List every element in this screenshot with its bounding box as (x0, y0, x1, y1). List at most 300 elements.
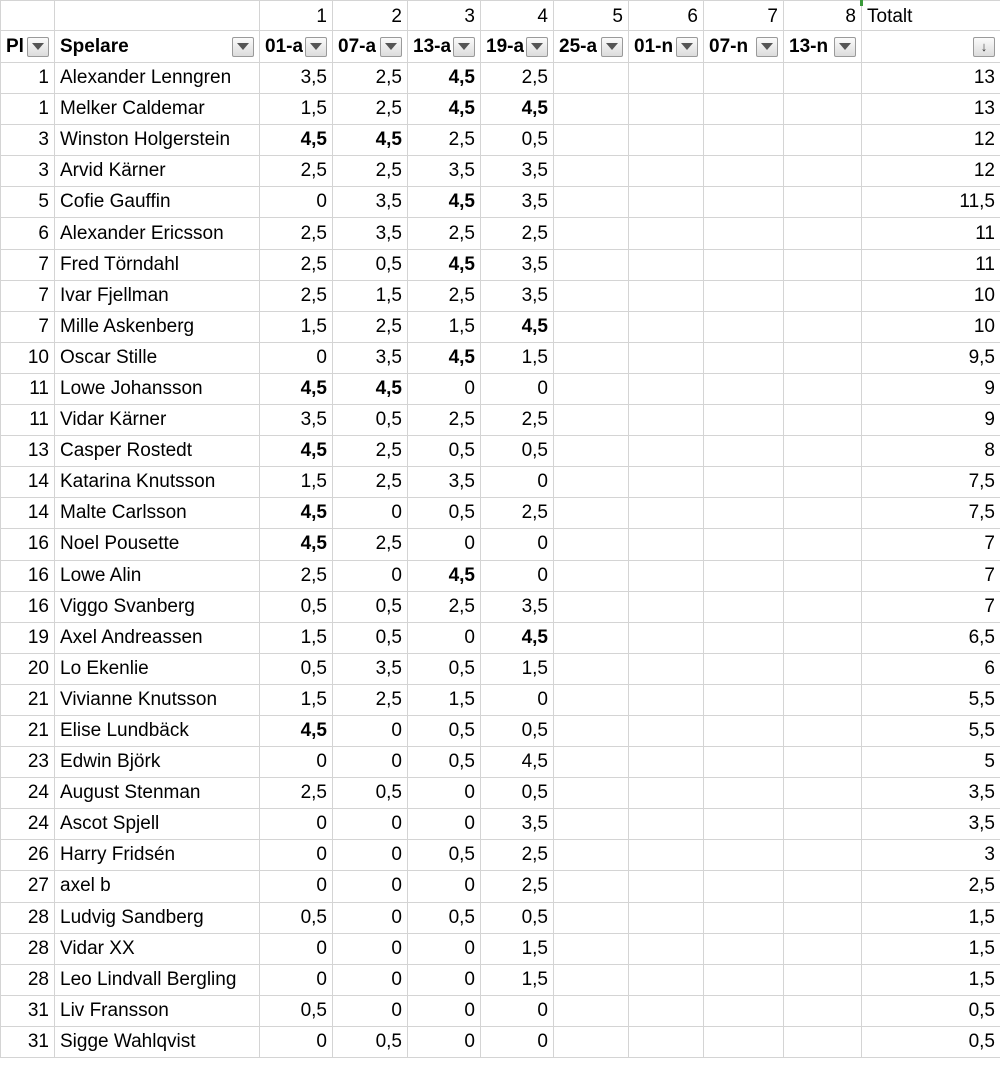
score-cell[interactable]: 4,5 (333, 373, 408, 404)
empty-score-cell[interactable] (629, 498, 704, 529)
total-cell[interactable]: 6,5 (862, 622, 1000, 653)
total-cell[interactable]: 10 (862, 311, 1000, 342)
total-cell[interactable]: 7,5 (862, 498, 1000, 529)
total-cell[interactable]: 3,5 (862, 809, 1000, 840)
empty-score-cell[interactable] (629, 591, 704, 622)
score-cell[interactable]: 4,5 (481, 622, 554, 653)
empty-score-cell[interactable] (629, 436, 704, 467)
score-cell[interactable]: 0 (260, 1026, 333, 1057)
score-cell[interactable]: 1,5 (260, 94, 333, 125)
score-cell[interactable]: 0 (333, 964, 408, 995)
empty-score-cell[interactable] (704, 715, 784, 746)
score-cell[interactable]: 0 (333, 747, 408, 778)
empty-score-cell[interactable] (704, 311, 784, 342)
player-name-cell[interactable]: Lowe Johansson (55, 373, 260, 404)
score-cell[interactable]: 0 (260, 809, 333, 840)
placement-cell[interactable]: 1 (1, 63, 55, 94)
score-cell[interactable]: 4,5 (408, 187, 481, 218)
score-cell[interactable]: 2,5 (481, 405, 554, 436)
placement-cell[interactable]: 10 (1, 342, 55, 373)
score-cell[interactable]: 2,5 (408, 405, 481, 436)
empty-score-cell[interactable] (554, 840, 629, 871)
score-cell[interactable]: 4,5 (260, 715, 333, 746)
total-cell[interactable]: 9 (862, 373, 1000, 404)
placement-cell[interactable]: 7 (1, 311, 55, 342)
score-cell[interactable]: 2,5 (481, 498, 554, 529)
score-cell[interactable]: 2,5 (260, 156, 333, 187)
empty-score-cell[interactable] (629, 187, 704, 218)
placement-cell[interactable]: 24 (1, 778, 55, 809)
player-name-cell[interactable]: August Stenman (55, 778, 260, 809)
player-name-cell[interactable]: Arvid Kärner (55, 156, 260, 187)
score-cell[interactable]: 1,5 (260, 622, 333, 653)
empty-score-cell[interactable] (704, 249, 784, 280)
placement-cell[interactable]: 11 (1, 373, 55, 404)
total-cell[interactable]: 12 (862, 156, 1000, 187)
score-cell[interactable]: 3,5 (481, 156, 554, 187)
empty-score-cell[interactable] (554, 529, 629, 560)
score-cell[interactable]: 0 (333, 871, 408, 902)
player-name-cell[interactable]: Vidar Kärner (55, 405, 260, 436)
empty-score-cell[interactable] (704, 436, 784, 467)
score-cell[interactable]: 2,5 (260, 218, 333, 249)
score-cell[interactable]: 4,5 (260, 436, 333, 467)
score-cell[interactable]: 0 (408, 1026, 481, 1057)
filter-dropdown-button[interactable] (27, 37, 49, 57)
player-name-cell[interactable]: Viggo Svanberg (55, 591, 260, 622)
placement-cell[interactable]: 20 (1, 653, 55, 684)
score-cell[interactable]: 0,5 (260, 591, 333, 622)
score-cell[interactable]: 2,5 (333, 63, 408, 94)
placement-cell[interactable]: 3 (1, 125, 55, 156)
empty-score-cell[interactable] (704, 653, 784, 684)
empty-score-cell[interactable] (554, 964, 629, 995)
score-cell[interactable]: 2,5 (481, 63, 554, 94)
score-cell[interactable]: 0 (408, 529, 481, 560)
empty-score-cell[interactable] (704, 964, 784, 995)
empty-score-cell[interactable] (784, 747, 862, 778)
score-cell[interactable]: 2,5 (260, 778, 333, 809)
empty-score-cell[interactable] (704, 840, 784, 871)
empty-score-cell[interactable] (554, 467, 629, 498)
total-cell[interactable]: 7,5 (862, 467, 1000, 498)
empty-score-cell[interactable] (554, 249, 629, 280)
empty-score-cell[interactable] (784, 467, 862, 498)
placement-cell[interactable]: 7 (1, 280, 55, 311)
placement-cell[interactable]: 24 (1, 809, 55, 840)
total-cell[interactable]: 1,5 (862, 964, 1000, 995)
score-cell[interactable]: 1,5 (408, 684, 481, 715)
placement-cell[interactable]: 14 (1, 498, 55, 529)
player-name-cell[interactable]: Ivar Fjellman (55, 280, 260, 311)
player-name-cell[interactable]: Ascot Spjell (55, 809, 260, 840)
score-cell[interactable]: 0 (408, 778, 481, 809)
score-cell[interactable]: 4,5 (408, 94, 481, 125)
empty-score-cell[interactable] (784, 498, 862, 529)
empty-score-cell[interactable] (704, 467, 784, 498)
player-name-cell[interactable]: Noel Pousette (55, 529, 260, 560)
empty-score-cell[interactable] (629, 94, 704, 125)
placement-cell[interactable]: 6 (1, 218, 55, 249)
score-cell[interactable]: 0 (260, 933, 333, 964)
player-name-cell[interactable]: Malte Carlsson (55, 498, 260, 529)
empty-score-cell[interactable] (704, 405, 784, 436)
score-cell[interactable]: 4,5 (260, 373, 333, 404)
score-cell[interactable]: 0,5 (481, 778, 554, 809)
score-cell[interactable]: 4,5 (481, 747, 554, 778)
score-cell[interactable]: 0,5 (408, 840, 481, 871)
placement-cell[interactable]: 16 (1, 529, 55, 560)
total-cell[interactable]: 3 (862, 840, 1000, 871)
empty-score-cell[interactable] (629, 622, 704, 653)
empty-score-cell[interactable] (629, 63, 704, 94)
filter-dropdown-button[interactable] (834, 37, 856, 57)
total-cell[interactable]: 7 (862, 560, 1000, 591)
score-cell[interactable]: 0 (260, 871, 333, 902)
empty-score-cell[interactable] (704, 591, 784, 622)
score-cell[interactable]: 0 (481, 529, 554, 560)
empty-score-cell[interactable] (784, 436, 862, 467)
score-cell[interactable]: 1,5 (333, 280, 408, 311)
score-cell[interactable]: 0,5 (408, 653, 481, 684)
empty-score-cell[interactable] (784, 933, 862, 964)
score-cell[interactable]: 3,5 (260, 405, 333, 436)
total-cell[interactable]: 7 (862, 591, 1000, 622)
empty-score-cell[interactable] (629, 778, 704, 809)
empty-score-cell[interactable] (784, 778, 862, 809)
score-cell[interactable]: 2,5 (260, 560, 333, 591)
score-cell[interactable]: 2,5 (260, 280, 333, 311)
player-name-cell[interactable]: Harry Fridsén (55, 840, 260, 871)
total-cell[interactable]: 0,5 (862, 1026, 1000, 1057)
score-cell[interactable]: 0 (408, 871, 481, 902)
player-name-cell[interactable]: Edwin Björk (55, 747, 260, 778)
player-name-cell[interactable]: Axel Andreassen (55, 622, 260, 653)
score-cell[interactable]: 0 (408, 809, 481, 840)
empty-score-cell[interactable] (784, 125, 862, 156)
score-cell[interactable]: 3,5 (260, 63, 333, 94)
score-cell[interactable]: 3,5 (333, 218, 408, 249)
total-cell[interactable]: 13 (862, 94, 1000, 125)
player-name-cell[interactable]: Ludvig Sandberg (55, 902, 260, 933)
score-cell[interactable]: 0 (333, 933, 408, 964)
empty-score-cell[interactable] (629, 280, 704, 311)
filter-dropdown-button[interactable] (453, 37, 475, 57)
placement-cell[interactable]: 19 (1, 622, 55, 653)
empty-score-cell[interactable] (554, 871, 629, 902)
score-cell[interactable]: 0,5 (333, 249, 408, 280)
total-cell[interactable]: 11 (862, 249, 1000, 280)
empty-score-cell[interactable] (704, 373, 784, 404)
empty-score-cell[interactable] (784, 622, 862, 653)
empty-score-cell[interactable] (629, 964, 704, 995)
score-cell[interactable]: 3,5 (481, 249, 554, 280)
score-cell[interactable]: 3,5 (481, 280, 554, 311)
score-cell[interactable]: 4,5 (408, 342, 481, 373)
empty-score-cell[interactable] (629, 715, 704, 746)
total-cell[interactable]: 5,5 (862, 684, 1000, 715)
total-cell[interactable]: 11 (862, 218, 1000, 249)
empty-score-cell[interactable] (784, 280, 862, 311)
score-cell[interactable]: 0,5 (408, 747, 481, 778)
score-cell[interactable]: 2,5 (481, 871, 554, 902)
empty-score-cell[interactable] (629, 653, 704, 684)
empty-score-cell[interactable] (784, 529, 862, 560)
score-cell[interactable]: 0,5 (260, 902, 333, 933)
player-name-cell[interactable]: Alexander Ericsson (55, 218, 260, 249)
score-cell[interactable]: 0 (333, 902, 408, 933)
placement-cell[interactable]: 5 (1, 187, 55, 218)
empty-score-cell[interactable] (704, 94, 784, 125)
score-cell[interactable]: 0 (260, 964, 333, 995)
player-name-cell[interactable]: Katarina Knutsson (55, 467, 260, 498)
score-cell[interactable]: 3,5 (481, 809, 554, 840)
empty-score-cell[interactable] (629, 871, 704, 902)
sort-descending-button[interactable] (973, 37, 995, 57)
placement-cell[interactable]: 28 (1, 933, 55, 964)
empty-score-cell[interactable] (629, 933, 704, 964)
score-cell[interactable]: 0 (481, 560, 554, 591)
empty-score-cell[interactable] (784, 187, 862, 218)
empty-score-cell[interactable] (704, 63, 784, 94)
empty-score-cell[interactable] (629, 342, 704, 373)
placement-cell[interactable]: 16 (1, 591, 55, 622)
empty-score-cell[interactable] (704, 156, 784, 187)
score-cell[interactable]: 0 (408, 933, 481, 964)
empty-score-cell[interactable] (554, 715, 629, 746)
empty-score-cell[interactable] (629, 995, 704, 1026)
empty-score-cell[interactable] (784, 373, 862, 404)
player-name-cell[interactable]: Winston Holgerstein (55, 125, 260, 156)
placement-cell[interactable]: 7 (1, 249, 55, 280)
score-cell[interactable]: 4,5 (408, 249, 481, 280)
empty-score-cell[interactable] (554, 498, 629, 529)
empty-score-cell[interactable] (784, 902, 862, 933)
placement-cell[interactable]: 26 (1, 840, 55, 871)
score-cell[interactable]: 2,5 (481, 218, 554, 249)
player-name-cell[interactable]: Cofie Gauffin (55, 187, 260, 218)
score-cell[interactable]: 3,5 (408, 156, 481, 187)
player-name-cell[interactable]: Lowe Alin (55, 560, 260, 591)
filter-dropdown-button[interactable] (676, 37, 698, 57)
empty-score-cell[interactable] (629, 405, 704, 436)
score-cell[interactable]: 1,5 (260, 467, 333, 498)
placement-cell[interactable]: 14 (1, 467, 55, 498)
score-cell[interactable]: 0,5 (408, 436, 481, 467)
total-cell[interactable]: 7 (862, 529, 1000, 560)
empty-score-cell[interactable] (629, 311, 704, 342)
empty-score-cell[interactable] (554, 218, 629, 249)
empty-score-cell[interactable] (554, 280, 629, 311)
score-cell[interactable]: 1,5 (481, 653, 554, 684)
score-cell[interactable]: 0,5 (260, 995, 333, 1026)
empty-score-cell[interactable] (554, 622, 629, 653)
empty-score-cell[interactable] (784, 1026, 862, 1057)
empty-score-cell[interactable] (554, 809, 629, 840)
filter-dropdown-button[interactable] (380, 37, 402, 57)
empty-score-cell[interactable] (784, 653, 862, 684)
score-cell[interactable]: 0 (481, 684, 554, 715)
empty-score-cell[interactable] (554, 63, 629, 94)
empty-score-cell[interactable] (704, 622, 784, 653)
score-cell[interactable]: 1,5 (260, 311, 333, 342)
empty-score-cell[interactable] (554, 94, 629, 125)
score-cell[interactable]: 0,5 (333, 622, 408, 653)
empty-score-cell[interactable] (554, 995, 629, 1026)
score-cell[interactable]: 0 (408, 622, 481, 653)
empty-score-cell[interactable] (554, 591, 629, 622)
empty-score-cell[interactable] (704, 871, 784, 902)
empty-score-cell[interactable] (629, 1026, 704, 1057)
empty-score-cell[interactable] (554, 187, 629, 218)
empty-score-cell[interactable] (704, 529, 784, 560)
score-cell[interactable]: 1,5 (408, 311, 481, 342)
score-cell[interactable]: 0 (481, 467, 554, 498)
score-cell[interactable]: 0,5 (333, 405, 408, 436)
score-cell[interactable]: 2,5 (333, 684, 408, 715)
score-cell[interactable]: 4,5 (408, 63, 481, 94)
empty-score-cell[interactable] (554, 405, 629, 436)
score-cell[interactable]: 0,5 (333, 1026, 408, 1057)
placement-cell[interactable]: 23 (1, 747, 55, 778)
score-cell[interactable]: 0 (333, 840, 408, 871)
filter-dropdown-button[interactable] (305, 37, 327, 57)
score-cell[interactable]: 0 (260, 747, 333, 778)
score-cell[interactable]: 4,5 (260, 529, 333, 560)
placement-cell[interactable]: 3 (1, 156, 55, 187)
score-cell[interactable]: 1,5 (260, 684, 333, 715)
total-cell[interactable]: 9,5 (862, 342, 1000, 373)
score-cell[interactable]: 2,5 (408, 591, 481, 622)
player-name-cell[interactable]: Liv Fransson (55, 995, 260, 1026)
player-name-cell[interactable]: Melker Caldemar (55, 94, 260, 125)
empty-score-cell[interactable] (554, 902, 629, 933)
score-cell[interactable]: 2,5 (408, 125, 481, 156)
player-name-cell[interactable]: Casper Rostedt (55, 436, 260, 467)
empty-score-cell[interactable] (629, 373, 704, 404)
score-cell[interactable]: 0 (260, 840, 333, 871)
player-name-cell[interactable]: Vivianne Knutsson (55, 684, 260, 715)
player-name-cell[interactable]: Elise Lundbäck (55, 715, 260, 746)
empty-score-cell[interactable] (704, 218, 784, 249)
empty-score-cell[interactable] (554, 373, 629, 404)
score-cell[interactable]: 0 (481, 373, 554, 404)
score-cell[interactable]: 3,5 (333, 653, 408, 684)
score-cell[interactable]: 0 (408, 995, 481, 1026)
score-cell[interactable]: 0,5 (333, 591, 408, 622)
empty-score-cell[interactable] (784, 840, 862, 871)
score-cell[interactable]: 3,5 (481, 187, 554, 218)
score-cell[interactable]: 0 (333, 995, 408, 1026)
placement-cell[interactable]: 13 (1, 436, 55, 467)
score-cell[interactable]: 2,5 (333, 94, 408, 125)
score-cell[interactable]: 4,5 (260, 125, 333, 156)
total-cell[interactable]: 8 (862, 436, 1000, 467)
total-cell[interactable]: 3,5 (862, 778, 1000, 809)
score-cell[interactable]: 0,5 (408, 715, 481, 746)
placement-cell[interactable]: 11 (1, 405, 55, 436)
total-cell[interactable]: 2,5 (862, 871, 1000, 902)
score-cell[interactable]: 0 (333, 560, 408, 591)
player-name-cell[interactable]: Fred Törndahl (55, 249, 260, 280)
score-cell[interactable]: 0 (260, 187, 333, 218)
score-cell[interactable]: 1,5 (481, 964, 554, 995)
score-cell[interactable]: 0 (333, 809, 408, 840)
total-cell[interactable]: 13 (862, 63, 1000, 94)
player-name-cell[interactable]: axel b (55, 871, 260, 902)
score-cell[interactable]: 2,5 (333, 467, 408, 498)
empty-score-cell[interactable] (554, 653, 629, 684)
score-cell[interactable]: 2,5 (408, 218, 481, 249)
empty-score-cell[interactable] (704, 1026, 784, 1057)
score-cell[interactable]: 0 (260, 342, 333, 373)
empty-score-cell[interactable] (704, 809, 784, 840)
score-cell[interactable]: 0,5 (481, 125, 554, 156)
total-cell[interactable]: 9 (862, 405, 1000, 436)
score-cell[interactable]: 0,5 (481, 436, 554, 467)
empty-score-cell[interactable] (784, 995, 862, 1026)
player-name-cell[interactable]: Vidar XX (55, 933, 260, 964)
empty-score-cell[interactable] (554, 933, 629, 964)
score-cell[interactable]: 2,5 (333, 156, 408, 187)
placement-cell[interactable]: 28 (1, 902, 55, 933)
empty-score-cell[interactable] (784, 560, 862, 591)
score-cell[interactable]: 3,5 (481, 591, 554, 622)
empty-score-cell[interactable] (554, 684, 629, 715)
score-cell[interactable]: 0,5 (481, 715, 554, 746)
filter-dropdown-button[interactable] (756, 37, 778, 57)
empty-score-cell[interactable] (554, 436, 629, 467)
player-name-cell[interactable]: Sigge Wahlqvist (55, 1026, 260, 1057)
empty-score-cell[interactable] (629, 156, 704, 187)
score-cell[interactable]: 3,5 (333, 187, 408, 218)
score-cell[interactable]: 2,5 (408, 280, 481, 311)
total-cell[interactable]: 0,5 (862, 995, 1000, 1026)
placement-cell[interactable]: 31 (1, 995, 55, 1026)
empty-score-cell[interactable] (629, 467, 704, 498)
empty-score-cell[interactable] (629, 747, 704, 778)
empty-score-cell[interactable] (629, 218, 704, 249)
score-cell[interactable]: 0 (333, 498, 408, 529)
empty-score-cell[interactable] (629, 560, 704, 591)
empty-score-cell[interactable] (629, 684, 704, 715)
score-cell[interactable]: 2,5 (260, 249, 333, 280)
score-cell[interactable]: 0,5 (408, 498, 481, 529)
empty-score-cell[interactable] (704, 995, 784, 1026)
total-cell[interactable]: 5,5 (862, 715, 1000, 746)
empty-score-cell[interactable] (554, 560, 629, 591)
empty-score-cell[interactable] (554, 1026, 629, 1057)
filter-dropdown-button[interactable] (232, 37, 254, 57)
score-cell[interactable]: 2,5 (481, 840, 554, 871)
empty-score-cell[interactable] (704, 280, 784, 311)
score-cell[interactable]: 0 (333, 715, 408, 746)
empty-score-cell[interactable] (784, 715, 862, 746)
score-cell[interactable]: 4,5 (333, 125, 408, 156)
empty-score-cell[interactable] (554, 778, 629, 809)
empty-score-cell[interactable] (704, 560, 784, 591)
empty-score-cell[interactable] (704, 498, 784, 529)
empty-score-cell[interactable] (704, 933, 784, 964)
total-cell[interactable]: 5 (862, 747, 1000, 778)
score-cell[interactable]: 0 (408, 964, 481, 995)
total-cell[interactable]: 6 (862, 653, 1000, 684)
score-cell[interactable]: 0 (481, 1026, 554, 1057)
placement-cell[interactable]: 28 (1, 964, 55, 995)
player-name-cell[interactable]: Leo Lindvall Bergling (55, 964, 260, 995)
placement-cell[interactable]: 1 (1, 94, 55, 125)
total-cell[interactable]: 12 (862, 125, 1000, 156)
